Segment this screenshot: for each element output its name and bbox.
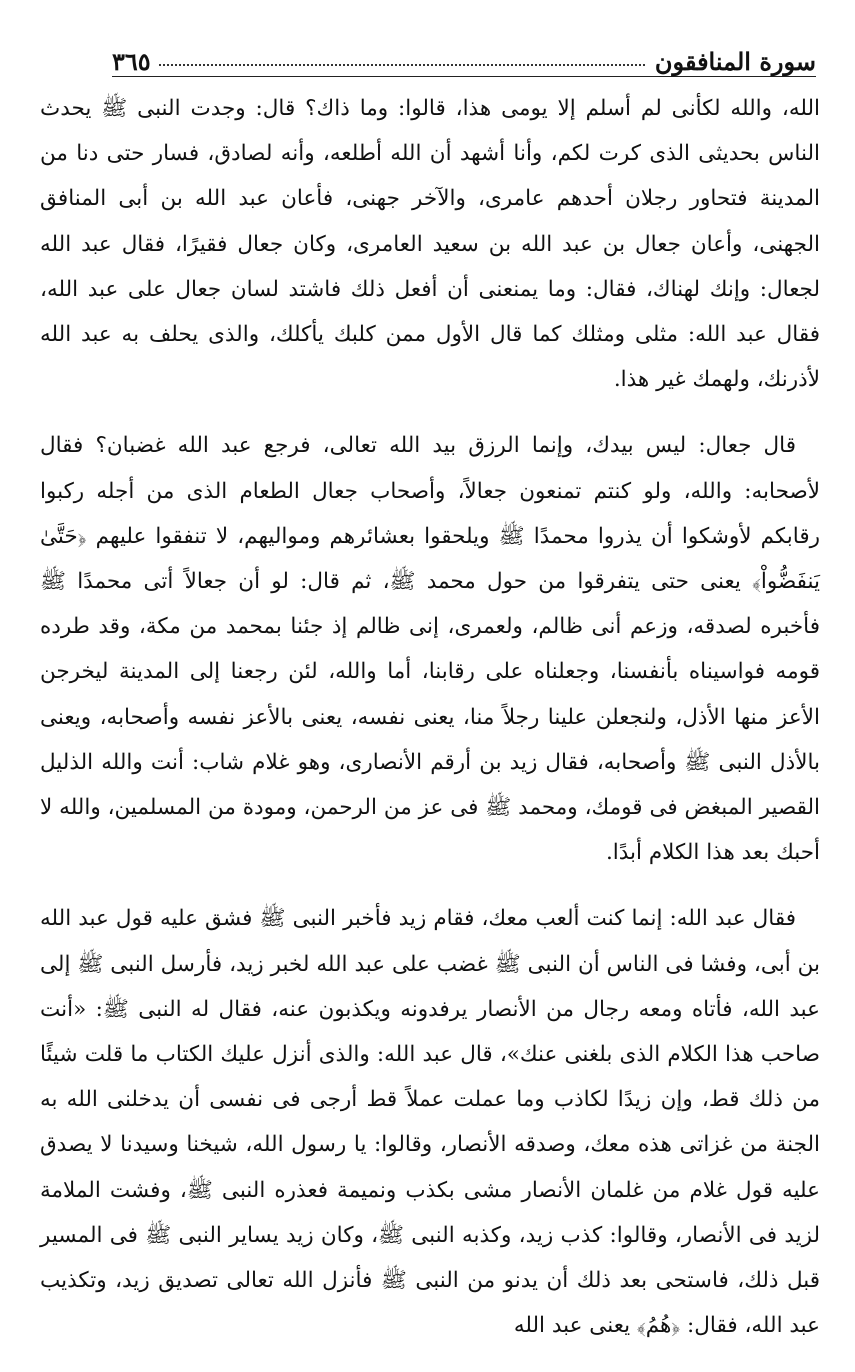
surah-title: سورة المنافقون [654,47,816,76]
paragraph-text: الله، والله لكأنى لم أسلم إلا يومى هذا، قالوا: وما ذاك؟ قال: وجدت النبى ﷺ يحدث الناس بحديثى الذى كرت لكم، وأنا أشهد أن الله أطلعه، وأنه لصادق، فسار حتى دنا من المدينة فتحاور رجلان أحدهم عامرى، والآخر جهنى، فأعان عبد الله بن أبى المنافق الجهنى، وأعان جعال بن عبد الله بن سعيد العامرى، وكان جعال فقيرًا، فقال عبد الله لجعال: وإنك لهناك، فقال: وما يمنعنى أن أفعل ذلك فاشتد لسان جعال على عبد الله، فقال عبد الله: مثلى ومثلك كما قال الأول ممن كلبك يأكلك، والذى يحلف به عبد الله لأذرنك، ولهمك غير هذا. [40,96,820,393]
header-dot-leader [159,63,645,66]
page-number: ٣٦٥ [112,47,151,76]
paragraph-2 [40,423,820,875]
page-body [40,86,820,1348]
paragraph-3 [40,896,820,1348]
paragraph-text: فقال عبد الله: إنما كنت ألعب معك، فقام زيد فأخبر النبى ﷺ فشق عليه قول عبد الله بن أبى، وفشا فى الناس أن النبى ﷺ غضب على عبد الله لخبر زيد، فأرسل النبى ﷺ إلى عبد الله، فأتاه ومعه رجال من الأنصار يرفدونه ويكذبون عنه، فقال له النبى ﷺ: «أنت صاحب هذا الكلام الذى بلغنى عنك»، قال عبد الله: والذى أنزل عليك الكتاب ما قلت شيئًا من ذلك قط، وإن زيدًا لكاذب وما عملت عملاً قط أرجى فى نفسى أن يدخلنى الله به الجنة من غزاتى هذه معك، وصدقه الأنصار، وقالوا: يا رسول الله، شيخنا وسيدنا لا يصدق عليه قول غلام من غلمان الأنصار مشى بكذب ونميمة فعذره النبى ﷺ، وفشت الملامة لزيد فى الأنصار، وقالوا: كذب زيد، وكذبه النبى ﷺ، وكان زيد يساير النبى ﷺ فى المسير قبل ذلك، فاستحى بعد ذلك أن يدنو من النبى ﷺ فأنزل الله تعالى تصديق زيد، وتكذيب عبد الله، فقال: ﴿هُمُ﴾ يعنى عبد الله [40,906,820,1339]
paragraph-1 [40,86,820,402]
running-header [112,36,816,77]
paragraph-text: قال جعال: ليس بيدك، وإنما الرزق بيد الله تعالى، فرجع عبد الله غضبان؟ فقال لأصحابه: والله، ولو كنتم تمنعون جعالاً، وأصحاب جعال الطعام الذى من أجله ركبوا رقابكم لأوشكوا أن يذروا محمدًا ﷺ ويلحقوا بعشائرهم ومواليهم، لا تنفقوا عليهم ﴿حَتَّىٰ يَنفَضُّواْ﴾ يعنى حتى يتفرقوا من حول محمد ﷺ، ثم قال: لو أن جعالاً أتى محمدًا ﷺ فأخبره لصدقه، وزعم أنى ظالم، ولعمرى، إنى ظالم إذ جئنا بمحمد من مكة، وقد طرده قومه فواسيناه بأنفسنا، وجعلناه على رقابنا، أما والله، لئن رجعنا إلى المدينة ليخرجن الأعز منها الأذل، ولنجعلن علينا رجلاً منا، يعنى نفسه، يعنى بالأعز نفسه وأصحابه، ويعنى بالأذل النبى ﷺ وأصحابه، فقال زيد بن أرقم الأنصارى، وهو غلام شاب: أنت والله الذليل القصير المبغض فى قومك، ومحمد ﷺ فى عز من الرحمن، ومودة من المسلمين، والله لا أحبك بعد هذا الكلام أبدًا. [40,433,820,866]
